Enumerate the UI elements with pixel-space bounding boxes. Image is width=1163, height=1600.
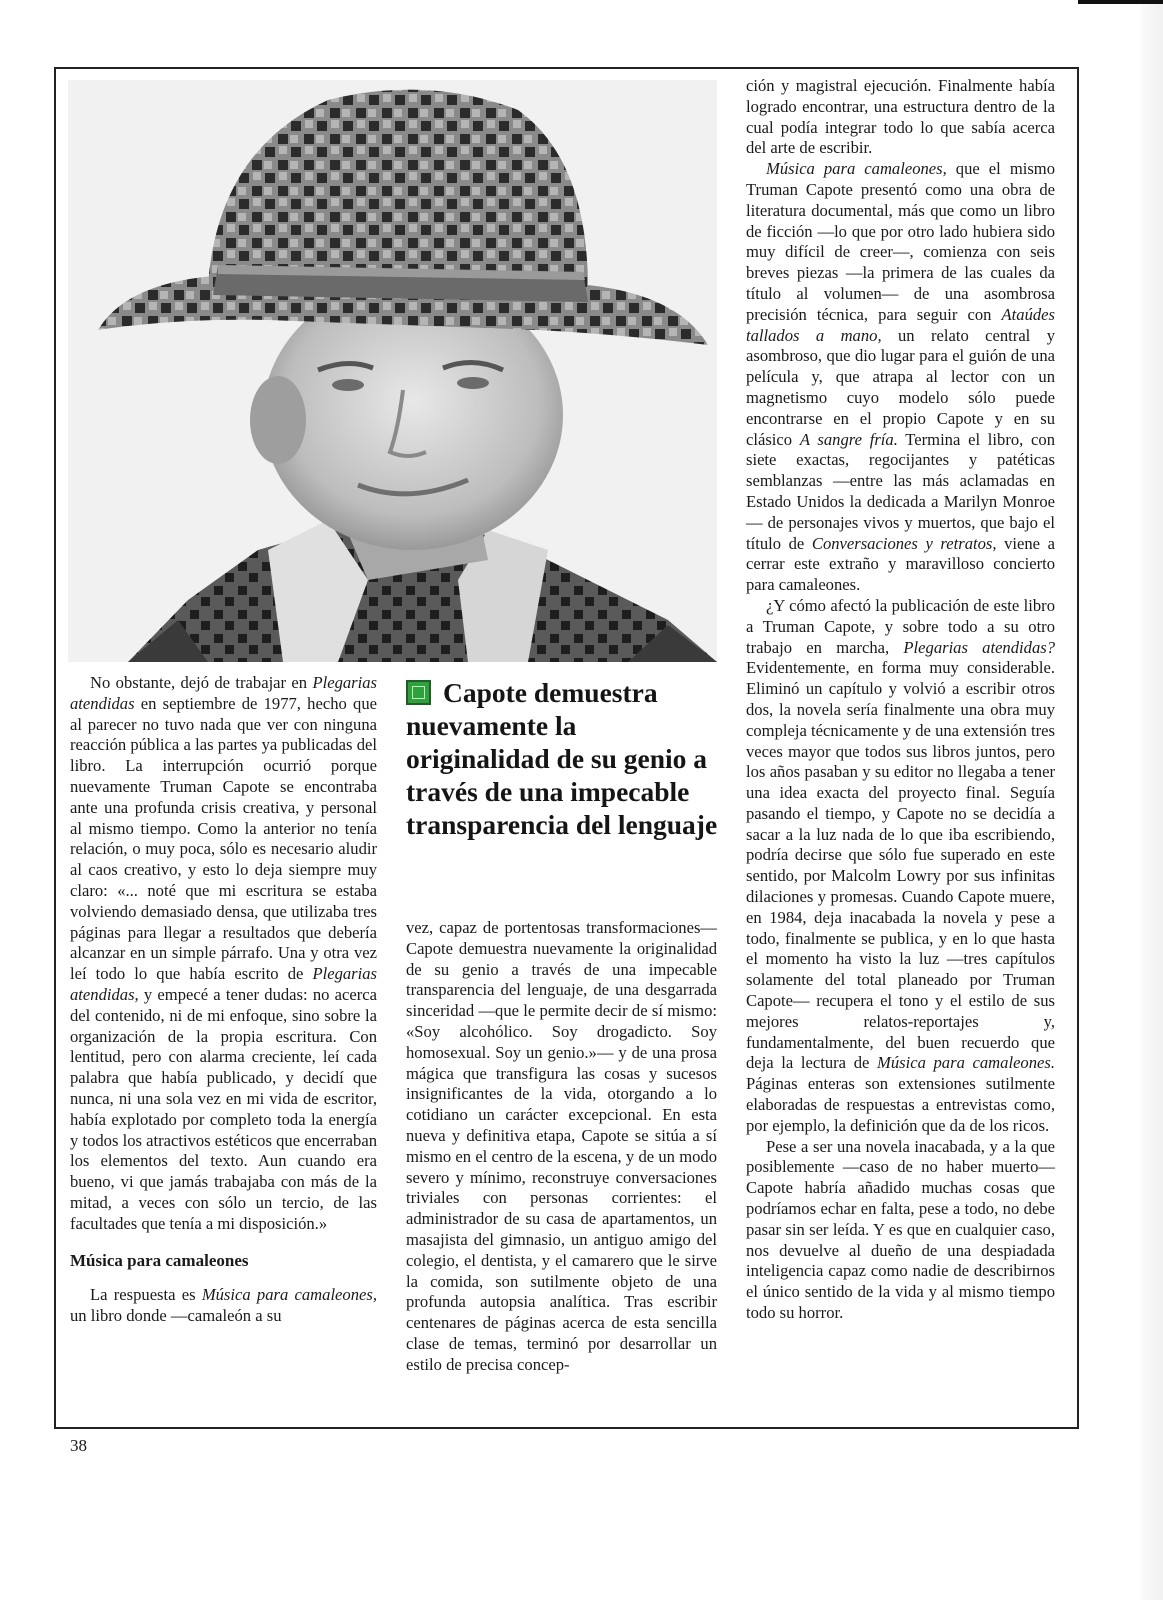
paragraph: vez, capaz de portentosas transformaciones— Capote demuestra nuevamente la originalidad de su genio a través de una impecable transparencia del lenguaje, de una desgarrada sinceridad —que le permite decir de sí mismo: «Soy alcohólico. Soy drogadicto. Soy homosexual. Soy un genio.»— y de una prosa mágica que transfigura las cosas y sucesos insignificantes de la vida, otorgando a lo cotidiano un carácter excepcional. En esta nueva y definitiva etapa, Capote se sitúa a sí mismo en el centro de la escena, y de un modo severo y mínimo, reconstruye conversaciones triviales con personas corrientes: el administrador de su casa de apartamentos, un masajista del gimnasio, un antiguo amigo del colegio, el dentista, y el camarero que le sirve la comida, son sutilmente objeto de una profunda autopsia analítica. Tras escribir centenares de páginas acerca de esta sencilla clase de temas, terminó por desarrollar un estilo de precisa concep- [406, 918, 717, 1374]
column-middle [406, 918, 717, 1376]
portrait-photo [68, 80, 717, 662]
pull-quote-text: Capote demuestra nuevamente la originalidad de su genio a través de una impecable transparencia del lenguaje [406, 677, 718, 840]
column-left [70, 673, 377, 1327]
column-right [746, 76, 1055, 1324]
pull-quote [406, 676, 724, 841]
section-heading: Música para camaleones [70, 1250, 249, 1270]
scan-corner-mark [1078, 0, 1163, 4]
page-number: 38 [70, 1436, 87, 1455]
paragraph: Música para camaleones, que el mismo Truman Capote presentó como una obra de literatura documental, más que como un libro de ficción —lo que por otro lado hubiera sido muy difícil de creer—, comienza con seis breves piezas —la primera de las cuales da título al volumen— de una asombrosa precisión técnica, para seguir con Ataúdes tallados a mano, un relato central y asombroso, que dio lugar para el guión de una película y, que atrapa al lector con un magnetismo cuyo modelo sólo puede encontrarse en el propio Capote y en su clásico A sangre fría. Termina el libro, con siete exactas, regocijantes y patéticas semblanzas —entre las más aclamadas en Estado Unidos la dedicada a Marilyn Monroe— de personajes vivos y muertos, que bajo el título de Conversaciones y retratos, viene a cerrar este extraño y maravilloso concierto para camaleones. [746, 159, 1056, 595]
scan-edge [1141, 0, 1163, 1600]
green-square-icon [406, 680, 431, 705]
paragraph: ¿Y cómo afectó la publicación de este libro a Truman Capote, y sobre todo a su otro trabajo en marcha, Plegarias atendidas? Evidentemente, en forma muy considerable. Eliminó un capítulo y volvió a escribir otros dos, la novela sería finalmente una obra muy compleja técnicamente y de una extensión tres veces mayor que todos sus libros juntos, pero los años pasaban y su editor no llegaba a tener una idea exacta del proyecto final. Seguía pasando el tiempo, y Capote no se decidía a sacar a la luz nada de lo que iba escribiendo, podría decirse que sólo fue superado en este sentido, por Malcolm Lowry por sus infinitas dilaciones y promesas. Cuando Capote muere, en 1984, deja inacabada la novela y pese a todo, finalmente se publica, y en lo que hasta el momento ha visto la luz —tres capítulos solamente del total planeado por Truman Capote— recupera el tono y el estilo de sus mejores relatos-reportajes y, fundamentalmente, del buen recuerdo que deja la lectura de Música para camaleones. Páginas enteras son extensiones sutilmente elaboradas de respuestas a entrevistas como, por ejemplo, la definición que da de los ricos. [746, 595, 1055, 1135]
paragraph: Pese a ser una novela inacabada, y a la que posiblemente —caso de no haber muerto— Capote habría añadido muchas cosas que podríamos echar en falta, pese a todo, no debe pasar sin ser leída. Y es que en cualquier caso, nos devuelve al dueño de una despiadada inteligencia capaz como nadie de describirnos el único sentido de la vida y al mismo tiempo todo su horror. [746, 1136, 1055, 1323]
paragraph: La respuesta es Música para camaleones, un libro donde —camaleón a su [70, 1285, 377, 1326]
paragraph: ción y magistral ejecución. Finalmente había logrado encontrar, una estructura dentro de la cual podía integrar todo lo que sabía acerca del arte de escribir. [746, 76, 1055, 158]
paragraph: No obstante, dejó de trabajar en Plegarias atendidas en septiembre de 1977, hecho que al parecer no tuvo nada que ver con ninguna reacción pública a las partes ya publicadas del libro. La interrupción ocurrió porque nuevamente Truman Capote se encontraba ante una profunda crisis creativa, y personal al mismo tiempo. Como la anterior no tenía relación, o muy poca, sólo es necesario aludir al caos creativo, y esto lo deja siempre muy claro: «... noté que mi escritura se estaba volviendo demasiado densa, que utilizaba tres páginas para llegar a resultados que debería alcanzar en un simple párrafo. Una y otra vez leí todo lo que había escrito de Plegarias atendidas, y empecé a tener dudas: no acerca del contenido, ni de mi enfoque, sino sobre la organización de la propia escritura. Con lentitud, pero con alarma creciente, leí cada palabra que había publicado, y decidí que nunca, ni una sola vez en mi vida de escritor, había explotado por completo toda la energía y todos los atractivos estéticos que encerraban los elementos del texto. Aun cuando era bueno, vi que jamás trabajaba con más de la mitad, a veces con sólo un tercio, de las facultades que tenía a mi disposición.» [70, 673, 377, 1233]
